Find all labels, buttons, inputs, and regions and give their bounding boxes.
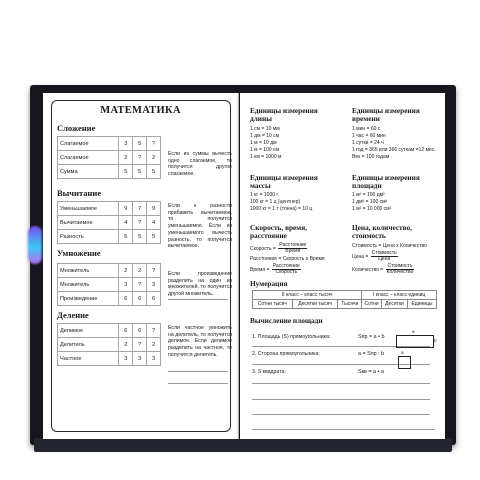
cell: 9: [147, 202, 161, 216]
formula-time: [250, 264, 338, 276]
cell: 3: [147, 278, 161, 292]
section-title-length: Единицы измерения длины: [250, 106, 318, 123]
left-page: [43, 93, 239, 439]
unit-line: 1 кг = 1000 г: [250, 192, 279, 198]
cell: 2: [119, 338, 133, 352]
row-name: Множитель: [58, 264, 119, 278]
unit-line: 1 м² = 10 000 см²: [352, 206, 392, 212]
cell: ?: [147, 264, 161, 278]
section-title-addition: Сложение: [57, 123, 96, 133]
unit-line: 1 час = 60 мин: [352, 133, 386, 139]
rectangle-diagram: [396, 335, 434, 348]
row-name: Слагаемое: [58, 151, 119, 165]
unit-line: 1 дм² = 100 см²: [352, 199, 388, 205]
cell: 4: [119, 216, 133, 230]
cell: 6: [133, 324, 147, 338]
digit-column: Десятки: [382, 300, 408, 309]
numerator: Расстояние: [279, 242, 307, 248]
area-formula: Sпр = a • b: [358, 334, 385, 340]
unit-line: 1 дм = 10 см: [250, 133, 280, 139]
cell: 9: [119, 202, 133, 216]
section-title-area-calc: Вычисление площади: [250, 316, 323, 325]
formula-label: Скорость =: [250, 246, 276, 253]
table-row: [58, 278, 161, 292]
square-diagram: [398, 356, 411, 369]
row-name: Множитель: [58, 278, 119, 292]
row-name: Частное: [58, 352, 119, 366]
fraction: [371, 251, 398, 263]
unit-line: 1 м = 100 см: [250, 147, 279, 153]
section-title-mass: Единицы измерения массы: [250, 173, 318, 190]
row-name: Слагаемое: [58, 137, 119, 151]
numerator: Стоимость: [387, 262, 413, 269]
cell: 5: [147, 230, 161, 244]
section-title-subtraction: Вычитание: [57, 188, 102, 198]
section-title-multiplication: Умножение: [57, 248, 101, 258]
multiplication-table: [57, 263, 161, 306]
time-units-block: [352, 107, 440, 161]
unit-line: 1 м² = 100 дм²: [352, 192, 385, 198]
unit-line: 1 сутки = 24 ч: [352, 140, 384, 146]
denominator: Скорость: [275, 269, 298, 276]
unit-line: 1 м = 10 дм: [250, 140, 277, 146]
row-name: Разность: [58, 230, 119, 244]
formula-label: Цена =: [352, 254, 369, 261]
cell: ?: [133, 338, 147, 352]
table-row: [253, 300, 437, 309]
cover-decoration: [28, 226, 42, 264]
digit-column: Тысячи: [338, 300, 362, 309]
divider: [252, 399, 430, 400]
cell: 2: [133, 264, 147, 278]
digit-column: Десятки тысяч: [292, 300, 338, 309]
side-label: a: [412, 329, 415, 334]
cell: 5: [133, 230, 147, 244]
row-name: Делитель: [58, 338, 119, 352]
motion-formulas-block: [250, 224, 338, 276]
section-title-division: Деление: [57, 310, 89, 320]
price-formulas-block: [352, 224, 440, 276]
cell: ?: [147, 137, 161, 151]
numerator: Стоимость: [371, 250, 397, 256]
digit-column: Сотни тысяч: [253, 300, 293, 309]
table-row: [58, 165, 161, 179]
divider: [168, 299, 228, 300]
cell: 6: [133, 292, 147, 306]
table-row: [58, 151, 161, 165]
cell: 7: [133, 202, 147, 216]
cell: 2: [119, 264, 133, 278]
unit-line: Век = 100 годам: [352, 154, 390, 160]
area-rule: 1. Площадь (S) прямоугольника:: [252, 334, 331, 340]
section-title-time: Единицы измерения времени: [352, 106, 420, 123]
table-row: [58, 216, 161, 230]
digit-column: Сотни: [362, 300, 382, 309]
cell: 5: [147, 165, 161, 179]
right-page: [240, 93, 445, 439]
cell: 6: [119, 324, 133, 338]
formula-speed: [250, 243, 338, 255]
formula-unit-price: [352, 251, 440, 263]
table-row: [58, 230, 161, 244]
rule-note-addition: Если из суммы вычесть одно слагаемое, то получится другое слагаемое.: [168, 151, 232, 178]
unit-line: 1 год = 365 или 366 суткам =12 мес.: [352, 147, 436, 153]
table-row: [58, 352, 161, 366]
table-row: [253, 291, 437, 300]
cell: 4: [147, 216, 161, 230]
formula-distance: Расстояние = Скорость х Время: [250, 255, 325, 262]
cell: 3: [119, 137, 133, 151]
row-name: Делимое: [58, 324, 119, 338]
cell: 3: [147, 352, 161, 366]
divider: [168, 383, 228, 384]
table-row: [58, 202, 161, 216]
fraction: [272, 264, 301, 276]
cell: 2: [119, 151, 133, 165]
cell: 5: [133, 137, 147, 151]
rule-note-subtraction: Если к разности прибавить вычитаемое, то получится уменьшаемое. Если из уменьшаемого вычесть разность, то получится вычитаемое.: [168, 203, 232, 250]
side-label: b: [434, 338, 437, 343]
area-formula: Sкв = a • a: [358, 369, 384, 375]
area-units-block: [352, 174, 440, 213]
rule-note-multiplication: Если произведение разделить на один из множителей, то получится другой множитель.: [168, 271, 232, 298]
addition-table: [57, 136, 161, 179]
unit-line: 1 км = 1000 м: [250, 154, 282, 160]
cell: 2: [147, 338, 161, 352]
table-row: [58, 137, 161, 151]
subtraction-table: [57, 201, 161, 244]
row-name: Вычитаемое: [58, 216, 119, 230]
divider: [168, 371, 228, 372]
denominator: Количество: [386, 269, 414, 276]
row-name: Уменьшаемое: [58, 202, 119, 216]
unit-line: 100 кг = 1 ц (центнер): [250, 199, 301, 205]
table-row: [58, 292, 161, 306]
formula-cost: Стоимость = Цена х Количество: [352, 243, 427, 249]
cell: ?: [133, 216, 147, 230]
section-title-numeration: Нумерация: [250, 279, 288, 288]
cell: ?: [133, 278, 147, 292]
unit-line: 1 мин = 60 с: [352, 126, 381, 132]
numerator: Расстояние: [272, 262, 300, 269]
area-rule: 2. Сторона прямоугольника:: [252, 351, 320, 357]
unit-line: 1 см = 10 мм: [250, 126, 280, 132]
cell: 3: [119, 352, 133, 366]
section-title-area-units: Единицы измерения площади: [352, 173, 420, 190]
class-header: II класс – класс тысяч: [253, 291, 362, 300]
cell: ?: [147, 324, 161, 338]
denominator: Время: [285, 248, 301, 255]
cell: 3: [119, 278, 133, 292]
area-rule: 3. S квадрата:: [252, 369, 286, 375]
table-row: [58, 324, 161, 338]
table-row: [58, 338, 161, 352]
cell: ?: [133, 151, 147, 165]
row-name: Сумма: [58, 165, 119, 179]
page-title: МАТЕМАТИКА: [100, 105, 181, 116]
section-title-motion: Скорость, время, расстояние: [250, 223, 308, 240]
numeration-table: [252, 290, 437, 309]
cell: 6: [147, 292, 161, 306]
unit-line: 1000 кг = 1 т (тонна) = 10 ц: [250, 206, 313, 212]
formula-quantity: [352, 264, 440, 276]
mass-units-block: [250, 174, 338, 213]
cell: 3: [133, 352, 147, 366]
table-row: [58, 264, 161, 278]
denominator: Цена: [378, 256, 391, 263]
section-title-price: Цена, количество, стоимость: [352, 223, 413, 240]
length-units-block: [250, 107, 338, 161]
notebook-cover-edge: [34, 438, 452, 452]
cell: 6: [119, 292, 133, 306]
division-table: [57, 323, 161, 366]
row-name: Произведение: [58, 292, 119, 306]
divider: [252, 429, 435, 430]
formula-label: Количество =: [352, 267, 384, 274]
cell: 5: [119, 230, 133, 244]
fraction: [278, 243, 307, 255]
digit-column: Единицы: [407, 300, 436, 309]
rule-note-division: Если частное умножить на делитель, то получится делимое. Если делимое разделить на частное, то получится делитель.: [168, 325, 232, 358]
divider: [252, 383, 430, 384]
formula-label: Время =: [250, 267, 270, 274]
cell: 5: [133, 165, 147, 179]
cell: 5: [119, 165, 133, 179]
class-header: I класс – класс единиц: [362, 291, 437, 300]
area-formula: a = Sпр : b: [358, 351, 385, 357]
divider: [252, 414, 430, 415]
side-label: a: [401, 350, 404, 355]
fraction: [386, 264, 415, 276]
cell: 2: [147, 151, 161, 165]
